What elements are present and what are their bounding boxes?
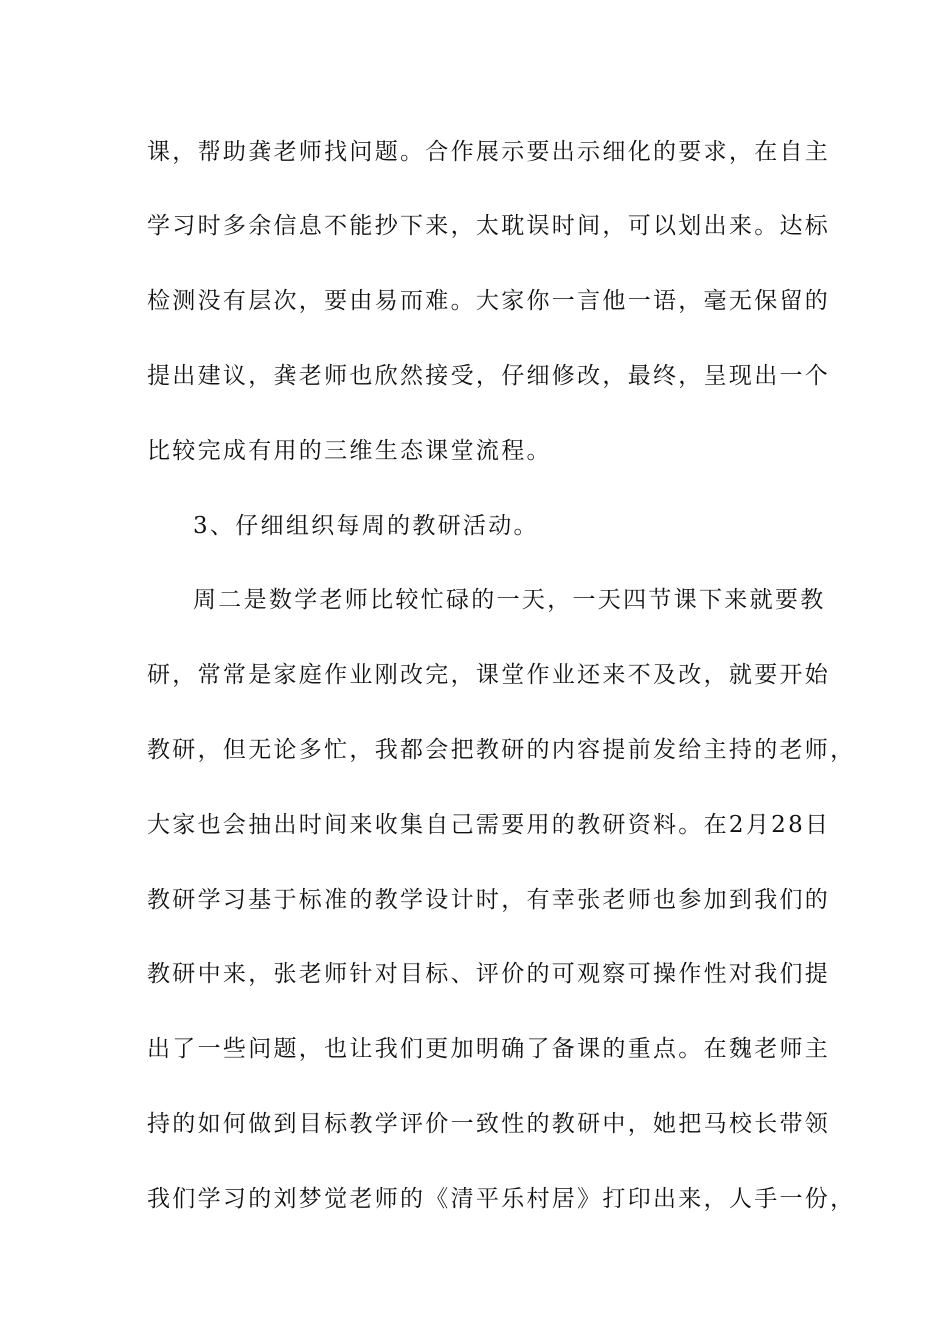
text-line: 课，帮助龚老师找问题。合作展示要出示细化的要求，在自主 [147, 139, 831, 165]
section-heading: 3、仔细组织每周的教研活动。 [193, 513, 539, 539]
text-line: 持的如何做到目标教学评价一致性的教研中，她把马校长带领 [147, 1111, 831, 1137]
text-line: 检测没有层次，要由易而难。大家你一言他一语，毫无保留的 [147, 288, 831, 314]
text-line: 我们学习的刘梦觉老师的《清平乐村居》打印出来，人手一份， [147, 1186, 856, 1212]
text-line: 比较完成有用的三维生态课堂流程。 [147, 438, 552, 464]
text-line: 教研，但无论多忙，我都会把教研的内容提前发给主持的老师， [147, 737, 856, 763]
text-line: 学习时多余信息不能抄下来，太耽误时间，可以划出来。达标 [147, 213, 831, 239]
text-line: 提出建议，龚老师也欣然接受，仔细修改，最终，呈现出一个 [147, 363, 831, 389]
text-line: 出了一些问题，也让我们更加明确了备课的重点。在魏老师主 [147, 1036, 831, 1062]
text-line: 周二是数学老师比较忙碌的一天，一天四节课下来就要教 [193, 587, 826, 613]
text-line: 研，常常是家庭作业刚改完，课堂作业还来不及改，就要开始 [147, 662, 831, 688]
text-line: 大家也会抽出时间来收集自己需要用的教研资料。在2月28日 [147, 812, 831, 838]
text-line: 教研学习基于标准的教学设计时，有幸张老师也参加到我们的 [147, 887, 831, 913]
text-line: 教研中来，张老师针对目标、评价的可观察可操作性对我们提 [147, 961, 831, 987]
